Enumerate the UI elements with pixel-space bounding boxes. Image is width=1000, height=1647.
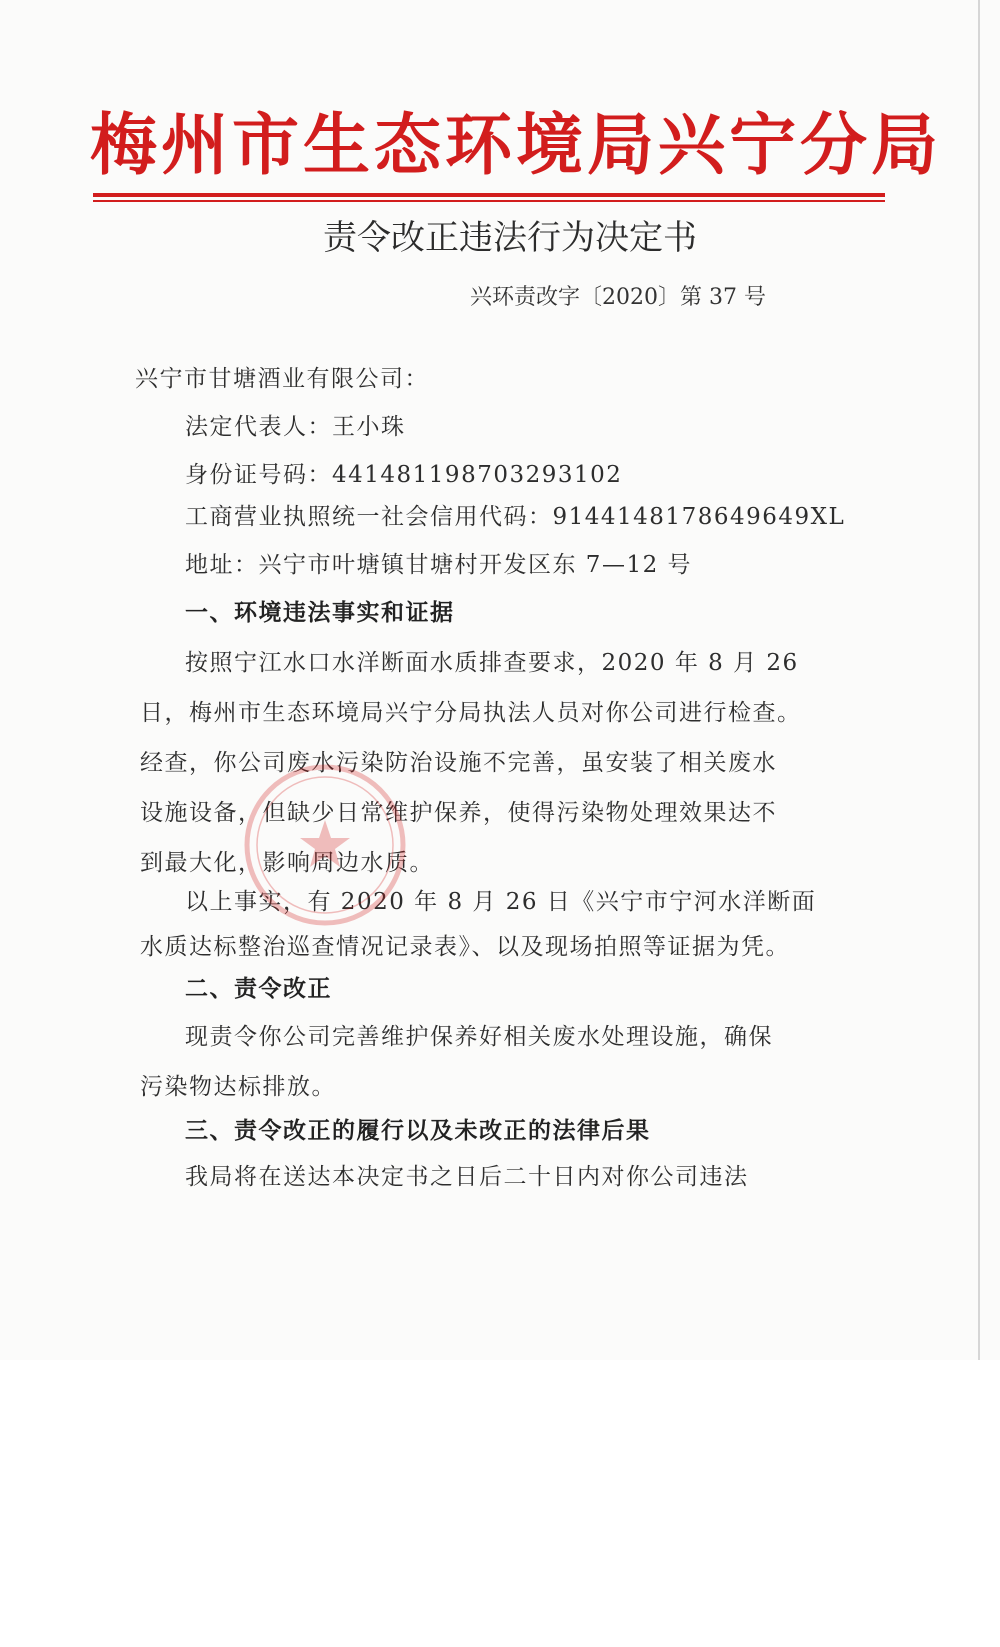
paragraph-line: 设施设备，但缺少日常维护保养，使得污染物处理效果达不 <box>140 800 777 826</box>
recipient-company: 兴宁市甘塘酒业有限公司： <box>135 366 429 392</box>
section-heading-1: 一、环境违法事实和证据 <box>185 600 455 626</box>
section-heading-2: 二、责令改正 <box>185 976 332 1002</box>
document-title: 责令改正违法行为决定书 <box>323 218 697 258</box>
section-heading-3: 三、责令改正的履行以及未改正的法律后果 <box>185 1118 651 1144</box>
paragraph-line: 以上事实，有 2020 年 8 月 26 日《兴宁市宁河水洋断面 <box>185 889 817 915</box>
org-name-header: 梅州市生态环境局兴宁分局 <box>90 106 942 184</box>
blank-area <box>0 1360 1000 1647</box>
official-seal-stamp <box>240 760 410 930</box>
paragraph-line: 按照宁江水口水洋断面水质排查要求，2020 年 8 月 26 <box>185 650 799 676</box>
legal-representative: 法定代表人：王小珠 <box>185 414 406 440</box>
page-edge <box>978 0 980 1360</box>
document-number: 兴环责改字〔2020〕第 37 号 <box>470 285 766 310</box>
paragraph-line: 我局将在送达本决定书之日后二十日内对你公司违法 <box>185 1164 749 1190</box>
paragraph-line: 水质达标整治巡查情况记录表》、以及现场拍照等证据为凭。 <box>140 934 790 960</box>
paragraph-line: 污染物达标排放。 <box>140 1074 336 1100</box>
paragraph-line: 经查，你公司废水污染防治设施不完善，虽安装了相关废水 <box>140 750 777 776</box>
paragraph-line: 现责令你公司完善维护保养好相关废水处理设施，确保 <box>185 1024 773 1050</box>
credit-code: 工商营业执照统一社会信用代码：9144148178649649XL <box>185 504 846 530</box>
address: 地址：兴宁市叶塘镇甘塘村开发区东 7—12 号 <box>185 552 693 578</box>
header-red-rule-thin <box>93 200 885 202</box>
paragraph-line: 到最大化，影响周边水质。 <box>140 850 434 876</box>
header-red-rule <box>93 193 885 197</box>
id-number: 身份证号码：441481198703293102 <box>185 462 623 488</box>
paragraph-line: 日，梅州市生态环境局兴宁分局执法人员对你公司进行检查。 <box>140 700 802 726</box>
